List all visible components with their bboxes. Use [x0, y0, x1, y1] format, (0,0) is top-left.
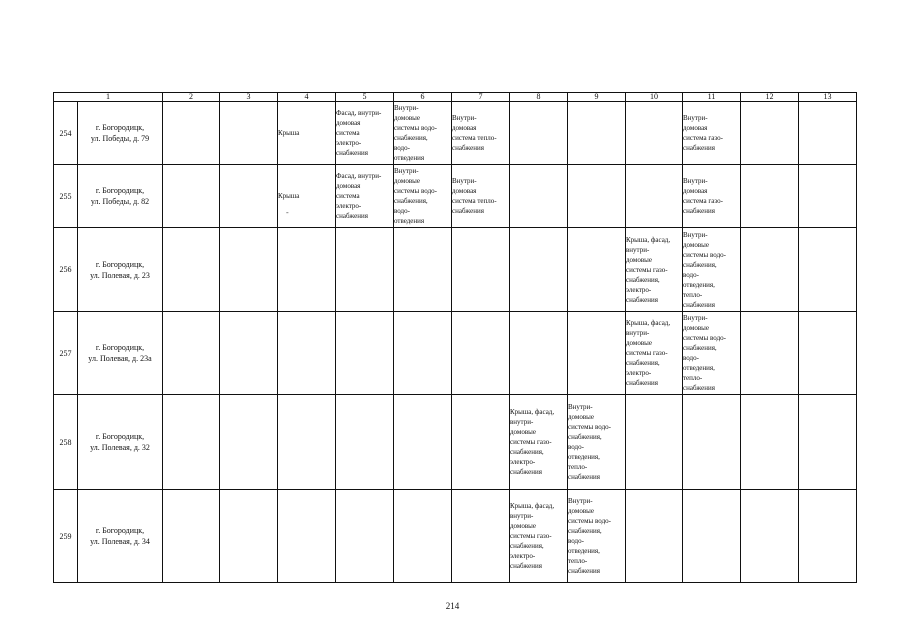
work-cell-col5	[336, 395, 394, 490]
empty-cell	[799, 102, 857, 165]
address-cell	[78, 312, 163, 395]
empty-cell	[220, 490, 278, 583]
work-cell-col5	[336, 228, 394, 312]
work-cell-col7	[452, 395, 510, 490]
work-cell-col5	[336, 490, 394, 583]
empty-cell	[741, 395, 799, 490]
address-city: г. Богородицк,	[95, 432, 145, 441]
work-cell-col7: Внутри- домовая система тепло- снабжения	[452, 102, 510, 165]
work-cell-col11	[683, 395, 741, 490]
column-header: 8	[510, 93, 568, 102]
empty-cell	[163, 102, 220, 165]
work-cell-col7: Внутри- домовая система тепло- снабжения	[452, 165, 510, 228]
work-cell-col8	[510, 228, 568, 312]
row-number: 254	[54, 102, 78, 165]
table-row	[54, 490, 857, 583]
empty-cell	[163, 395, 220, 490]
address-cell	[78, 228, 163, 312]
table-row	[54, 312, 857, 395]
row-number: 257	[54, 312, 78, 395]
table-row	[54, 228, 857, 312]
work-cell-col4: Крыша	[278, 165, 336, 228]
column-header: 10	[626, 93, 683, 102]
work-cell-col8	[510, 165, 568, 228]
work-cell-col5: Фасад, внутри- домовая система электро- снабжения	[336, 102, 394, 165]
empty-cell	[741, 312, 799, 395]
row-number: 256	[54, 228, 78, 312]
column-number-row	[54, 93, 857, 102]
column-header: 9	[568, 93, 626, 102]
work-cell-col6	[394, 490, 452, 583]
work-cell-col4	[278, 228, 336, 312]
address-city: г. Богородицк,	[95, 123, 145, 132]
work-cell-col10: Крыша, фасад, внутри- домовые системы газо- снабжения, электро- снабжения	[626, 228, 683, 312]
empty-cell	[163, 490, 220, 583]
work-cell-col6	[394, 395, 452, 490]
work-cell-col10	[626, 395, 683, 490]
column-header: 7	[452, 93, 510, 102]
work-cell-col4: Крыша	[278, 102, 336, 165]
work-cell-col5: Фасад, внутри- домовая система электро- снабжения	[336, 165, 394, 228]
work-cell-col10	[626, 165, 683, 228]
empty-cell	[220, 165, 278, 228]
column-header: 3	[220, 93, 278, 102]
work-cell-col9	[568, 312, 626, 395]
empty-cell	[741, 490, 799, 583]
work-cell-col6	[394, 312, 452, 395]
empty-cell	[799, 312, 857, 395]
empty-cell	[163, 312, 220, 395]
work-cell-col8: Крыша, фасад, внутри- домовые системы газо- снабжения, электро- снабжения	[510, 490, 568, 583]
work-cell-col9: Внутри- домовые системы водо- снабжения, водо- отведения, тепло- снабжения	[568, 490, 626, 583]
empty-cell	[741, 228, 799, 312]
row-number: 259	[54, 490, 78, 583]
address-street: ул. Победы, д. 82	[90, 197, 150, 206]
work-cell-col7	[452, 228, 510, 312]
work-cell-col11: Внутри- домовые системы водо- снабжения, водо- отведения, тепло- снабжения	[683, 228, 741, 312]
empty-cell	[741, 102, 799, 165]
address-street: ул. Полевая, д. 34	[90, 537, 150, 546]
work-cell-col8	[510, 102, 568, 165]
empty-cell	[799, 228, 857, 312]
empty-cell	[220, 102, 278, 165]
address-street: ул. Полевая, д. 23	[90, 270, 150, 280]
column-header: 6	[394, 93, 452, 102]
work-cell-col5	[336, 312, 394, 395]
address-street: ул. Полевая, д. 32	[90, 443, 150, 452]
work-cell-col7	[452, 490, 510, 583]
work-cell-col9	[568, 228, 626, 312]
address-cell	[78, 165, 163, 228]
work-cell-col8: Крыша, фасад, внутри- домовые системы газо- снабжения, электро- снабжения	[510, 395, 568, 490]
work-cell-col4	[278, 490, 336, 583]
address-city: г. Богородицк,	[95, 526, 145, 535]
address-cell	[78, 395, 163, 490]
empty-cell	[220, 312, 278, 395]
empty-cell	[163, 228, 220, 312]
column-header: 4	[278, 93, 336, 102]
address-city: г. Богородицк,	[95, 186, 145, 195]
empty-cell	[220, 228, 278, 312]
column-header: 1	[54, 93, 163, 102]
work-cell-col9: Внутри- домовые системы водо- снабжения, водо- отведения, тепло- снабжения	[568, 395, 626, 490]
work-cell-col8	[510, 312, 568, 395]
row-number: 258	[54, 395, 78, 490]
work-cell-col10: Крыша, фасад, внутри- домовые системы газо- снабжения, электро- снабжения	[626, 312, 683, 395]
work-cell-col4	[278, 312, 336, 395]
work-cell-col6: Внутри- домовые системы водо- снабжения, водо- отведения	[394, 102, 452, 165]
works-table	[53, 92, 857, 583]
page-number: 214	[445, 601, 460, 611]
address-city: г. Богородицк,	[95, 343, 145, 352]
work-cell-col11: Внутри- домовая система газо- снабжения	[683, 165, 741, 228]
empty-cell	[741, 165, 799, 228]
column-header: 13	[799, 93, 857, 102]
column-header: 11	[683, 93, 741, 102]
empty-cell	[799, 490, 857, 583]
work-cell-col4	[278, 395, 336, 490]
work-cell-col6	[394, 228, 452, 312]
table-row	[54, 102, 857, 165]
work-cell-col11: Внутри- домовые системы водо- снабжения, водо- отведения, тепло- снабжения	[683, 312, 741, 395]
work-cell-col6: Внутри- домовые системы водо- снабжения, водо- отведения	[394, 165, 452, 228]
work-cell-col11: Внутри- домовая система газо- снабжения	[683, 102, 741, 165]
column-header: 12	[741, 93, 799, 102]
work-cell-col10	[626, 102, 683, 165]
empty-cell	[220, 395, 278, 490]
work-cell-col7	[452, 312, 510, 395]
work-cell-col9	[568, 165, 626, 228]
address-street: ул. Победы, д. 79	[90, 134, 150, 143]
work-cell-col10	[626, 490, 683, 583]
empty-cell	[799, 395, 857, 490]
scan-speck: -	[286, 208, 289, 217]
work-cell-col9	[568, 102, 626, 165]
address-cell	[78, 490, 163, 583]
empty-cell	[163, 165, 220, 228]
column-header: 2	[163, 93, 220, 102]
table-row	[54, 165, 857, 228]
work-cell-col11	[683, 490, 741, 583]
address-city: г. Богородицк,	[95, 259, 145, 269]
empty-cell	[799, 165, 857, 228]
column-header: 5	[336, 93, 394, 102]
address-cell	[78, 102, 163, 165]
address-street: ул. Полевая, д. 23а	[88, 354, 152, 363]
table-row	[54, 395, 857, 490]
row-number: 255	[54, 165, 78, 228]
